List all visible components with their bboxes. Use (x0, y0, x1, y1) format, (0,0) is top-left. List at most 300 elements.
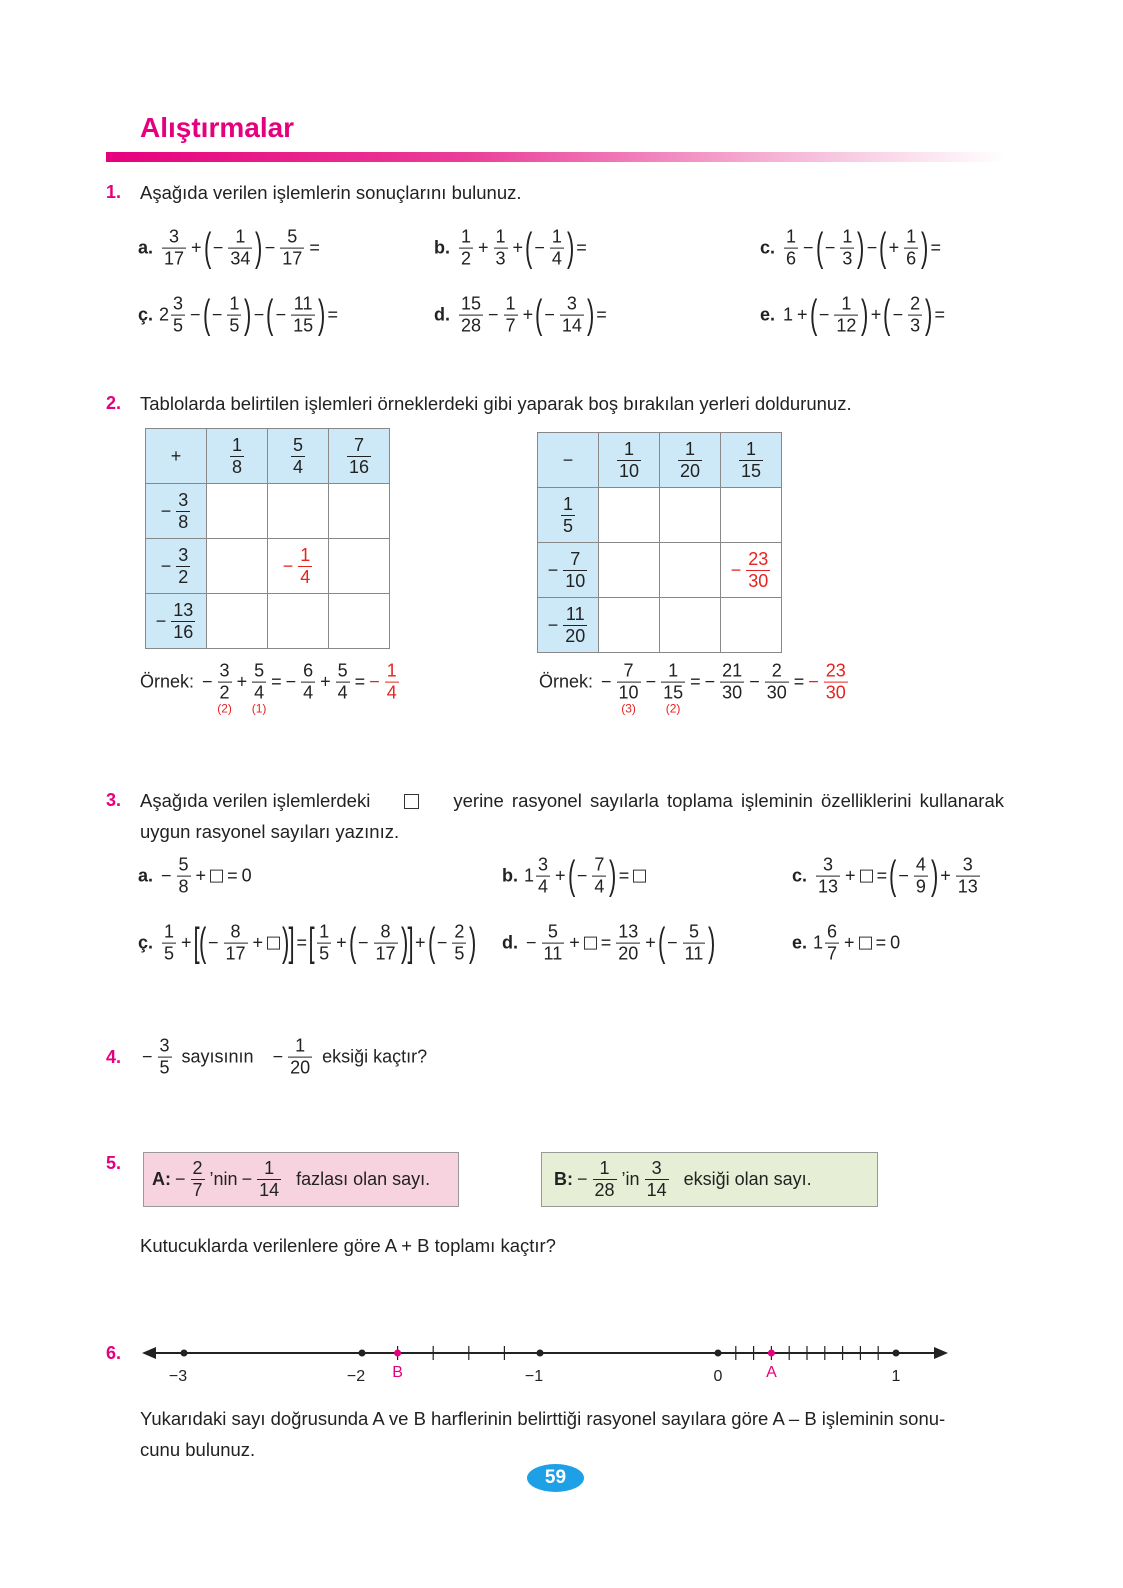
table-row (146, 594, 390, 649)
question-text: Kutucuklarda verilenlere göre A + B toplamı kaçtır? (140, 1235, 556, 1256)
fraction (171, 295, 185, 336)
fraction-term (736, 440, 766, 481)
integer-point (715, 1350, 722, 1357)
text: = (596, 304, 607, 325)
question-number: 2. (106, 393, 122, 413)
bracket: ) (255, 226, 263, 270)
denominator: 20 (618, 943, 639, 964)
fraction-term (539, 923, 568, 964)
fraction (617, 440, 641, 481)
fraction-term (717, 662, 747, 703)
text: + (336, 932, 347, 953)
numerator: 21 (722, 660, 743, 681)
numerator: 1 (562, 494, 573, 515)
table-row (538, 488, 782, 543)
expression (159, 856, 254, 897)
text: + (252, 932, 264, 953)
fraction-term (344, 436, 374, 477)
text: − (645, 671, 657, 692)
text: = (354, 671, 366, 692)
table-cell[interactable] (207, 539, 268, 594)
tick-label: 0 (713, 1368, 723, 1385)
text: ’in (621, 1169, 640, 1189)
empty-box-icon (210, 870, 223, 883)
numerator: 7 (594, 854, 605, 875)
fraction-term (215, 660, 235, 716)
fraction-term (813, 856, 843, 897)
bracket: ( (883, 293, 891, 337)
table-cell[interactable] (268, 594, 329, 649)
table-cell[interactable] (721, 598, 782, 653)
text: − (892, 304, 904, 325)
denominator: 3 (842, 248, 853, 269)
page-title: Alıştırmalar (140, 112, 295, 143)
denominator: 30 (825, 682, 846, 703)
sign: − (369, 671, 380, 692)
fraction (908, 295, 922, 336)
example-1 (140, 660, 402, 716)
example-2 (539, 660, 851, 716)
numerator: 1 (668, 660, 679, 681)
table-cell[interactable] (207, 594, 268, 649)
denominator: 5 (319, 943, 330, 964)
text: − (264, 237, 276, 258)
numerator: 2 (910, 293, 921, 314)
fraction (227, 295, 241, 336)
row-header (538, 488, 599, 543)
numerator: 1 (623, 439, 634, 460)
text: + (645, 932, 656, 953)
numerator: 23 (825, 660, 846, 681)
text: = (930, 237, 941, 258)
item-label: c. (760, 237, 776, 258)
text: − (212, 237, 224, 258)
question-text: Tablolarda belirtilen işlemleri örneklerdeki gibi yaparak boş bırakılan yerleri doldurunuz. (140, 393, 852, 414)
fraction-term (285, 1037, 315, 1078)
text: + (195, 865, 207, 886)
fraction (191, 1159, 205, 1200)
text: + (236, 671, 248, 692)
fraction (834, 295, 858, 336)
bracket: ) (586, 293, 595, 337)
operator-cell: + (146, 429, 207, 484)
numerator: 1 (841, 293, 852, 314)
fraction-term (174, 856, 194, 897)
text: − (749, 671, 760, 692)
fraction-term (546, 605, 591, 646)
q1-item-cc (138, 295, 340, 336)
fraction (162, 923, 176, 964)
fraction-term (911, 856, 931, 897)
table-cell[interactable] (599, 488, 660, 543)
q4-expr (140, 1037, 429, 1078)
fraction (593, 1159, 617, 1200)
q3-item-b (502, 856, 648, 897)
numerator: 11 (565, 603, 585, 624)
expansion-factor: (3) (621, 701, 636, 716)
text: − (898, 865, 909, 886)
text: + (320, 671, 331, 692)
numerator: 1 (599, 1158, 610, 1179)
expansion-factor: (1) (251, 701, 267, 716)
text: = (271, 671, 282, 692)
question-text (140, 790, 1004, 812)
denominator: 20 (290, 1057, 311, 1078)
denominator: 20 (679, 461, 701, 481)
text: sayısının (176, 1046, 259, 1067)
box-b-expr (552, 1159, 814, 1200)
bracket: ( (535, 293, 543, 337)
fraction (158, 1037, 172, 1078)
whole-number: 1 (813, 932, 824, 953)
fraction-term (675, 440, 705, 481)
item-label: e. (792, 932, 808, 953)
numerator: 3 (538, 854, 549, 875)
row-header (146, 594, 207, 649)
numerator: 6 (827, 921, 838, 942)
fraction-term (658, 660, 688, 716)
table-cell[interactable] (329, 484, 390, 539)
numerator: 3 (159, 1035, 170, 1056)
box-a (143, 1152, 459, 1207)
title-bar (106, 152, 1006, 162)
fraction (280, 228, 304, 269)
fraction-term (277, 228, 307, 269)
text: − (208, 932, 219, 953)
text: − (275, 304, 287, 325)
fraction (177, 856, 191, 897)
expansion-factor: (2) (217, 701, 232, 716)
item-label: c. (792, 865, 808, 886)
column-header (721, 433, 782, 488)
question-number: 5. (106, 1153, 122, 1173)
table-row (146, 539, 390, 594)
table-cell[interactable] (599, 598, 660, 653)
bracket: ( (198, 921, 207, 965)
item-label: d. (434, 304, 450, 325)
fraction-term (614, 660, 644, 716)
tick-label: −1 (524, 1368, 544, 1385)
text: = (875, 932, 887, 953)
text: Aşağıda verilen işlemlerdeki (140, 790, 371, 811)
denominator: 17 (164, 248, 185, 269)
table-cell (268, 539, 329, 594)
expression (159, 228, 322, 269)
text: B: (554, 1169, 573, 1189)
empty-box-icon (404, 794, 419, 809)
text: − (161, 865, 172, 886)
fraction (617, 660, 641, 716)
table-row (538, 598, 782, 653)
table-cell[interactable] (207, 484, 268, 539)
fraction (550, 228, 564, 269)
fraction (816, 856, 840, 897)
denominator: 16 (348, 457, 370, 477)
table-row (146, 484, 390, 539)
text: = (600, 932, 612, 953)
fraction (230, 436, 244, 477)
numerator: 1 (906, 226, 917, 247)
point-label: A (766, 1364, 777, 1381)
fraction (291, 436, 305, 477)
fraction (176, 546, 190, 587)
table-cell[interactable] (660, 598, 721, 653)
fraction (336, 662, 350, 703)
operator-cell: − (538, 433, 599, 488)
denominator: 14 (259, 1180, 280, 1200)
whole-number: 2 (159, 304, 170, 325)
sign: − (160, 555, 172, 576)
bracket: ) (469, 921, 477, 965)
numerator: 3 (651, 1158, 662, 1179)
fraction-term (613, 923, 643, 964)
denominator: 7 (192, 1180, 203, 1200)
text: + (555, 865, 566, 886)
fraction (288, 1037, 312, 1078)
fraction (616, 923, 640, 964)
item-label: a. (138, 237, 154, 258)
fraction-term (288, 436, 308, 477)
text: + (569, 932, 580, 953)
expression (159, 923, 477, 964)
numerator: 1 (461, 226, 472, 247)
fraction (301, 662, 315, 703)
fraction-term (590, 1159, 620, 1200)
denominator: 5 (159, 1057, 170, 1078)
fraction (739, 440, 763, 481)
fraction-term (227, 436, 247, 477)
denominator: 6 (906, 248, 917, 269)
integer-point (359, 1350, 366, 1357)
denominator: 3 (910, 315, 921, 336)
fraction-term (546, 550, 591, 591)
denominator: 8 (231, 457, 242, 477)
text: 0 (241, 865, 252, 886)
fraction (824, 662, 848, 703)
fraction (171, 601, 195, 642)
numerator: 1 (786, 226, 797, 247)
numerator: 15 (461, 293, 482, 314)
fraction (291, 295, 315, 336)
fraction-term (249, 660, 269, 716)
denominator: 5 (229, 315, 240, 336)
fraction-term (901, 228, 921, 269)
numerator: 5 (254, 660, 265, 681)
q1-item-c (760, 228, 943, 269)
fraction-term (154, 601, 199, 642)
denominator: 14 (646, 1180, 667, 1200)
bracket: ) (566, 226, 575, 270)
fraction-term (781, 228, 801, 269)
bracket: ( (879, 226, 887, 270)
tick-label: −3 (168, 1368, 188, 1385)
item-label: ç. (138, 304, 154, 325)
fraction (317, 923, 331, 964)
bracket: ( (202, 293, 210, 337)
sign: − (282, 555, 294, 576)
fraction (683, 923, 706, 964)
fraction (347, 436, 371, 477)
denominator: 4 (594, 876, 605, 897)
fraction-term (491, 228, 511, 269)
fraction-term (159, 546, 194, 587)
denominator: 34 (230, 248, 251, 269)
bracket: ( (348, 921, 357, 965)
bracket: ) (318, 293, 326, 337)
bracket: ( (657, 921, 666, 965)
fraction-term (371, 923, 401, 964)
fraction (542, 923, 565, 964)
numerator: 1 (231, 435, 242, 456)
denominator: 16 (173, 621, 194, 642)
fraction-term (254, 1159, 284, 1200)
text: + (181, 932, 192, 953)
text: − (667, 932, 678, 953)
fraction-term (614, 440, 644, 481)
fraction-term (831, 295, 861, 336)
expression (781, 228, 943, 269)
denominator: 4 (292, 457, 303, 477)
expression (813, 856, 983, 897)
item-label: d. (502, 932, 518, 953)
fraction-term (558, 495, 578, 536)
denominator: 11 (684, 943, 704, 964)
column-header (268, 429, 329, 484)
numerator: 5 (292, 435, 303, 456)
fraction-term (953, 856, 983, 897)
expression (524, 923, 716, 964)
text: = (227, 865, 238, 886)
right-arrow-icon (934, 1347, 948, 1359)
text: − (262, 1046, 284, 1067)
bracket: ) (925, 293, 933, 337)
question-number: 6. (106, 1343, 122, 1363)
fraction (504, 295, 518, 336)
numerator: 3 (169, 226, 180, 247)
question-text: Aşağıda verilen işlemlerin sonuçlarını bulunuz. (140, 182, 522, 203)
column-header (599, 433, 660, 488)
text: eksiği olan sayı. (673, 1169, 812, 1189)
table-header-row (146, 429, 390, 484)
sign: − (808, 671, 819, 692)
denominator: 11 (543, 943, 563, 964)
row-header (146, 484, 207, 539)
numerator: 2 (771, 660, 782, 681)
denominator: 10 (618, 682, 639, 703)
sign: − (155, 610, 167, 631)
denominator: 5 (454, 943, 465, 964)
table-cell[interactable] (329, 539, 390, 594)
bracket: ( (203, 226, 211, 270)
text: + (940, 865, 951, 886)
table-cell[interactable] (660, 543, 721, 598)
fraction (563, 605, 587, 646)
denominator: 30 (748, 570, 769, 591)
denominator: 3 (495, 248, 506, 269)
row-header (146, 539, 207, 594)
addition-table (145, 428, 390, 649)
table-cell[interactable] (599, 543, 660, 598)
text: − (803, 237, 814, 258)
table-cell[interactable] (268, 484, 329, 539)
text: = (576, 237, 587, 258)
table-cell[interactable] (721, 488, 782, 543)
q3-item-cc (138, 923, 477, 964)
question-number: 4. (106, 1047, 122, 1067)
text: − (142, 1046, 153, 1067)
denominator: 5 (164, 943, 175, 964)
denominator: 13 (957, 876, 978, 897)
expression (456, 228, 589, 269)
fraction-term (333, 662, 353, 703)
fraction (560, 295, 584, 336)
fraction-term (314, 923, 334, 964)
example-2-expr (599, 660, 851, 716)
table-cell[interactable] (329, 594, 390, 649)
text: − (577, 1169, 588, 1189)
denominator: 14 (561, 315, 582, 336)
bracket: ( (427, 921, 435, 965)
numerator: 6 (303, 660, 314, 681)
numerator: 5 (337, 660, 348, 681)
numerator: 5 (287, 226, 298, 247)
text: + (191, 237, 202, 258)
fraction-term (456, 228, 476, 269)
page-number: 59 (527, 1464, 584, 1492)
fraction-term (813, 923, 842, 964)
numerator: 1 (235, 226, 246, 247)
empty-box-icon (267, 937, 280, 950)
denominator: 30 (722, 682, 743, 703)
numerator: 3 (219, 660, 230, 681)
text: − (190, 304, 201, 325)
numerator: 1 (386, 660, 397, 681)
numerator: 11 (293, 293, 313, 314)
denominator: 28 (594, 1180, 615, 1200)
column-header (660, 433, 721, 488)
text: yerine rasyonel sayılarla toplama işleminin özelliklerini kullanarak (453, 790, 1004, 811)
fraction (459, 228, 473, 269)
fraction-term (589, 856, 609, 897)
denominator: 8 (178, 876, 189, 897)
numerator: 7 (623, 660, 634, 681)
item-label: b. (434, 237, 450, 258)
box-b (541, 1152, 878, 1207)
fraction (840, 228, 854, 269)
bracket: [ (193, 921, 200, 965)
denominator: 4 (386, 682, 397, 703)
fraction (494, 228, 508, 269)
expansion-factor: (2) (665, 701, 681, 716)
denominator: 4 (551, 248, 562, 269)
item-label: e. (760, 304, 776, 325)
denominator: 2 (219, 682, 230, 703)
table-header-row (538, 433, 782, 488)
text: 0 (890, 932, 901, 953)
table-row (538, 543, 782, 598)
fraction-term (680, 923, 709, 964)
empty-box-icon (859, 937, 872, 950)
text: − (576, 865, 588, 886)
text: = (618, 865, 630, 886)
text: − (285, 671, 297, 692)
bracket: ] (288, 921, 296, 965)
empty-box-icon (860, 870, 873, 883)
bracket: ) (708, 921, 716, 965)
empty-box-icon (633, 870, 646, 883)
numerator: 5 (547, 921, 558, 942)
table-cell[interactable] (660, 488, 721, 543)
